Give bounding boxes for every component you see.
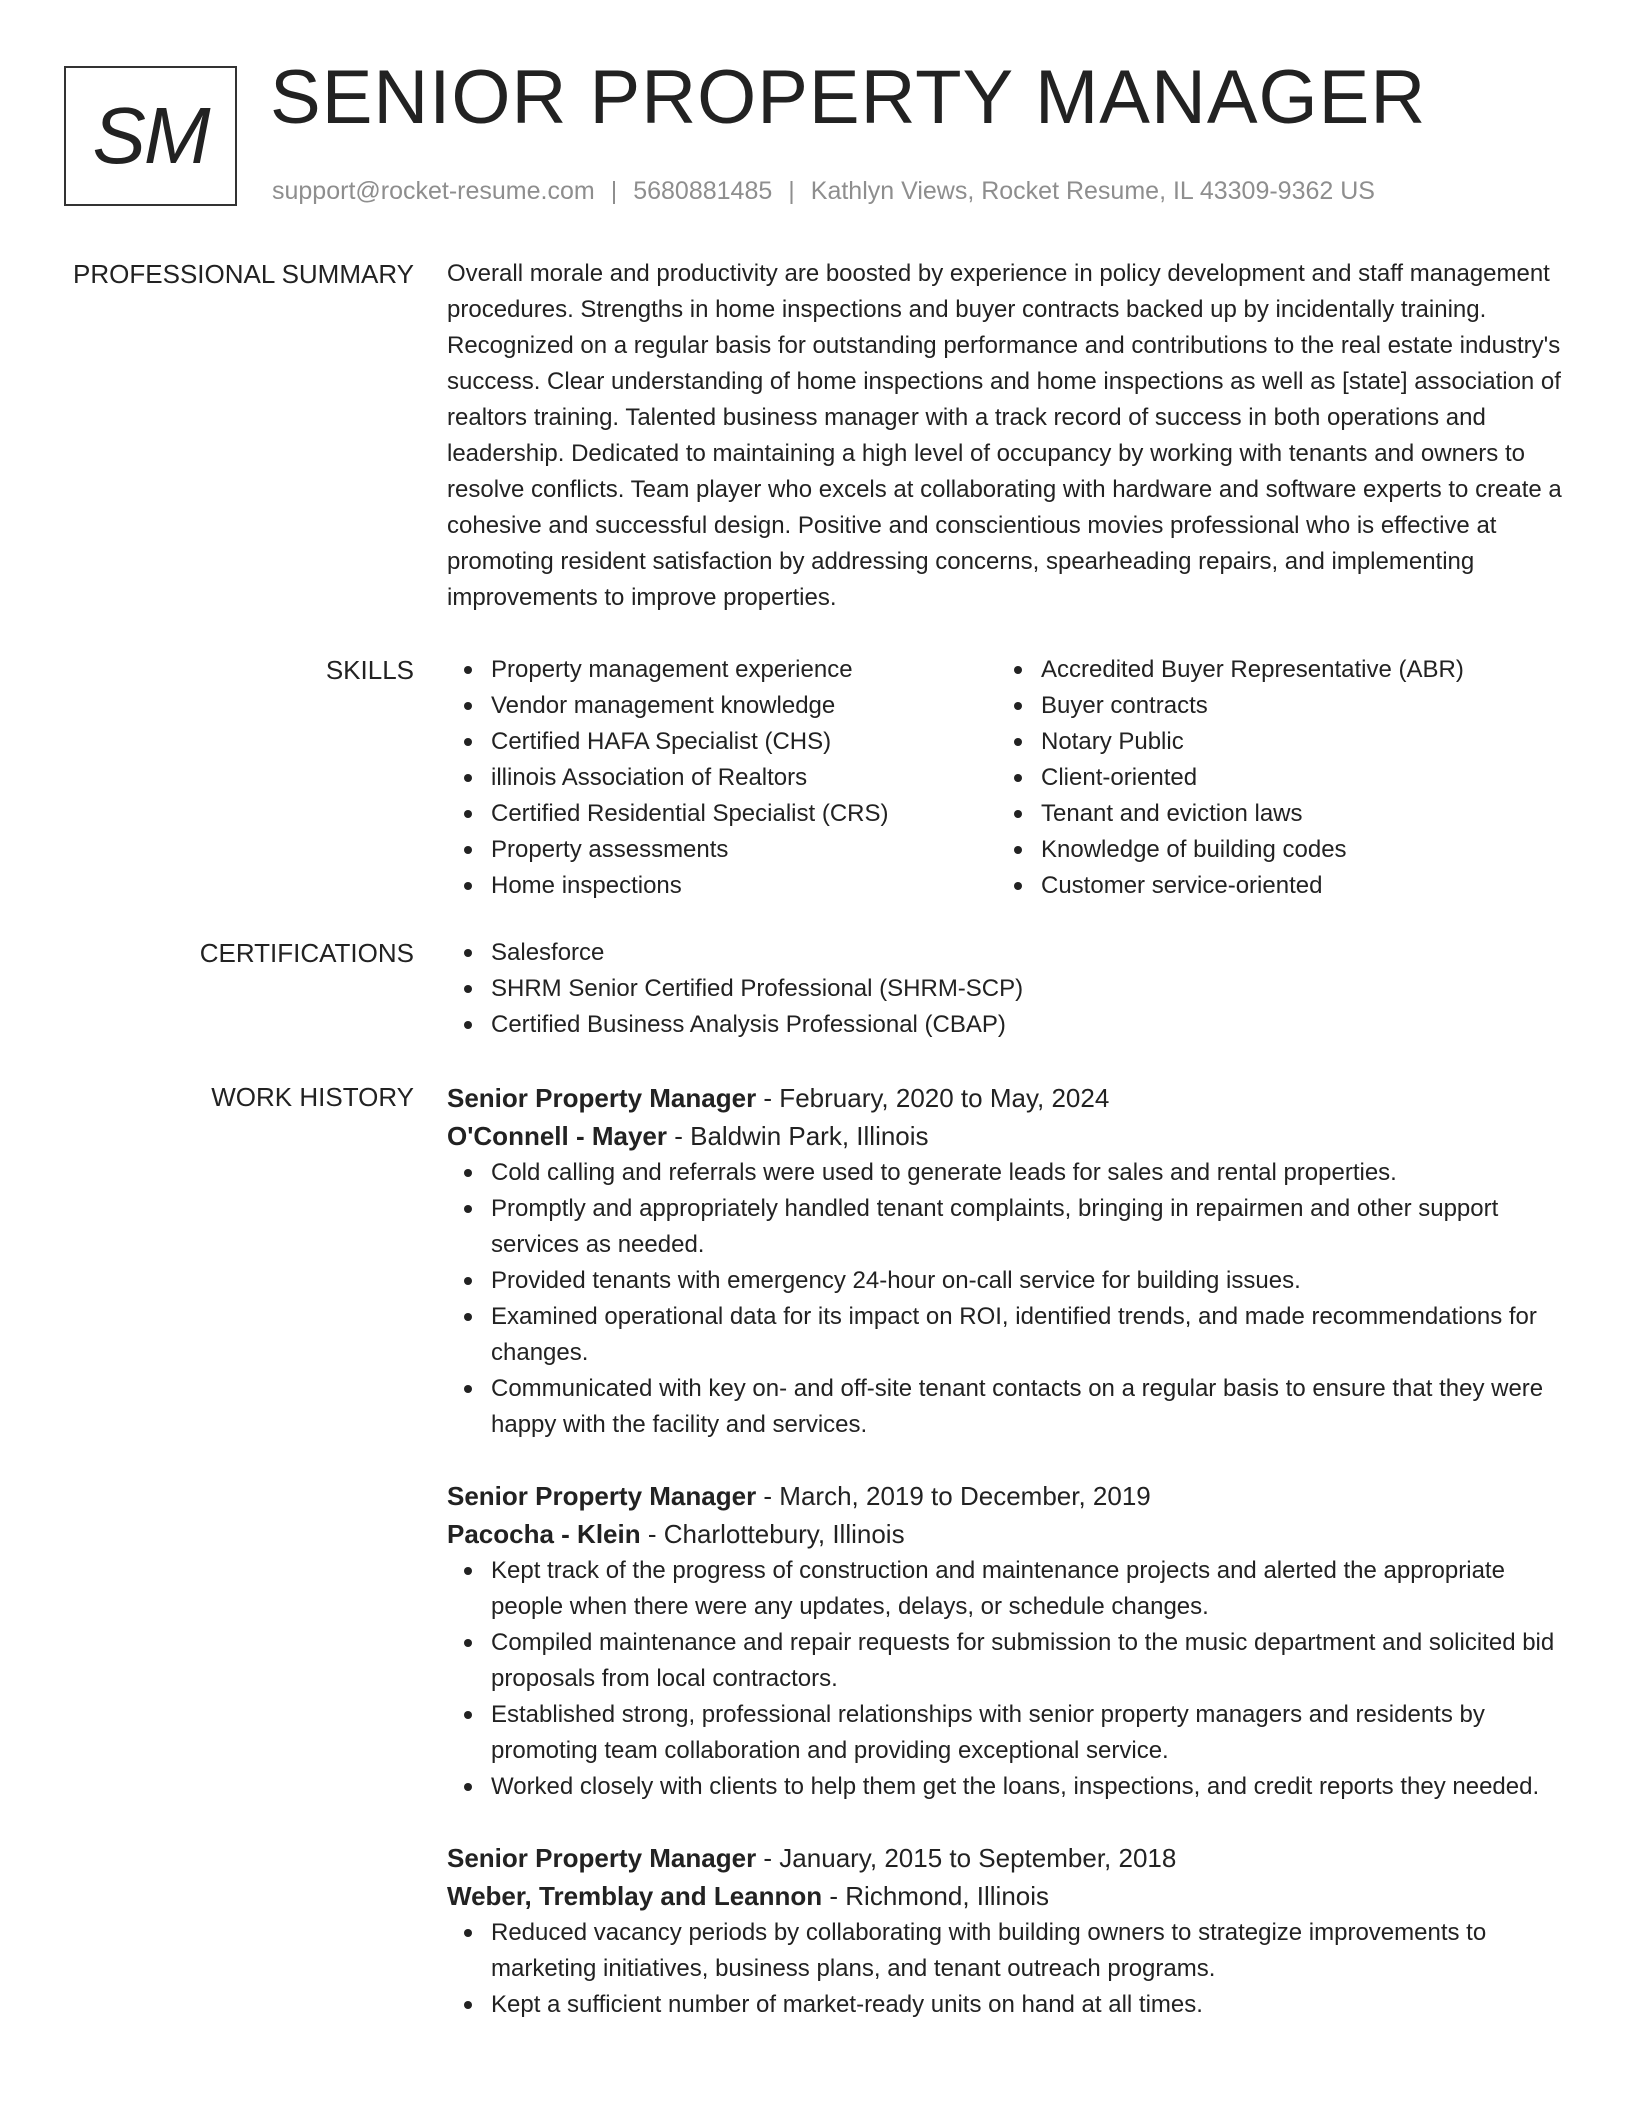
contact-email[interactable]: support@rocket-resume.com bbox=[272, 177, 595, 205]
job-duty: Promptly and appropriately handled tenant complaints, bringing in repairmen and other support services as needed. bbox=[447, 1191, 1567, 1263]
job-duties bbox=[447, 1915, 1567, 2023]
work-history-body bbox=[447, 1079, 1567, 2023]
job-title: Senior Property Manager bbox=[447, 1083, 757, 1113]
job-location: - Richmond, Illinois bbox=[822, 1881, 1050, 1911]
job-duty: Worked closely with clients to help them get the loans, inspections, and credit reports they needed. bbox=[447, 1769, 1567, 1805]
job-entry bbox=[447, 1839, 1567, 2023]
certifications-body bbox=[447, 935, 1567, 1043]
skill-item: Certified HAFA Specialist (CHS) bbox=[447, 724, 997, 760]
skill-item: Property assessments bbox=[447, 832, 997, 868]
skills-list-right bbox=[997, 652, 1547, 904]
job-duty: Established strong, professional relationships with senior property managers and residents by promoting team collaboration and providing exceptional service. bbox=[447, 1697, 1567, 1769]
job-location: - Charlottebury, Illinois bbox=[640, 1519, 905, 1549]
monogram-box bbox=[64, 66, 237, 206]
job-company-line bbox=[447, 1877, 1567, 1915]
skills-list-left bbox=[447, 652, 997, 904]
contact-separator: | bbox=[788, 177, 795, 205]
summary-body bbox=[447, 256, 1567, 616]
work-history-heading: WORK HISTORY bbox=[211, 1082, 414, 1112]
summary-heading: PROFESSIONAL SUMMARY bbox=[73, 259, 414, 289]
skill-item: Home inspections bbox=[447, 868, 997, 904]
skill-item: Certified Residential Specialist (CRS) bbox=[447, 796, 997, 832]
job-title-line bbox=[447, 1477, 1567, 1515]
job-dates: - January, 2015 to September, 2018 bbox=[756, 1843, 1177, 1873]
job-dates: - March, 2019 to December, 2019 bbox=[756, 1481, 1151, 1511]
certifications-heading: CERTIFICATIONS bbox=[199, 938, 414, 968]
certifications-list bbox=[447, 935, 1567, 1043]
job-duty: Reduced vacancy periods by collaborating with building owners to strategize improvements to marketing initiatives, business plans, and tenant outreach programs. bbox=[447, 1915, 1567, 1987]
skill-item: Property management experience bbox=[447, 652, 997, 688]
job-title: Senior Property Manager bbox=[447, 1843, 757, 1873]
contact-phone[interactable]: 5680881485 bbox=[633, 177, 773, 205]
job-duty: Cold calling and referrals were used to generate leads for sales and rental properties. bbox=[447, 1155, 1567, 1191]
job-company: Pacocha - Klein bbox=[447, 1519, 641, 1549]
job-duties bbox=[447, 1155, 1567, 1443]
contact-line bbox=[272, 176, 1375, 206]
job-company-line bbox=[447, 1117, 1567, 1155]
job-title: Senior Property Manager bbox=[447, 1481, 757, 1511]
job-duty: Examined operational data for its impact on ROI, identified trends, and made recommendations for changes. bbox=[447, 1299, 1567, 1371]
job-location: - Baldwin Park, Illinois bbox=[667, 1121, 929, 1151]
skills-body bbox=[447, 652, 1567, 904]
job-duty: Provided tenants with emergency 24-hour on-call service for building issues. bbox=[447, 1263, 1567, 1299]
summary-text: Overall morale and productivity are boosted by experience in policy development and staff management procedures. Strengths in home inspections and buyer contracts backed up by incidentally training. Recognized on a regular basis for outstanding performance and contributions to the real estate industry's success. Clear understanding of home inspections and home inspections as well as [state] association of realtors training. Talented business manager with a track record of success in both operations and leadership. Dedicated to maintaining a high level of occupancy by working with tenants and owners to resolve conflicts. Team player who excels at collaborating with hardware and software experts to create a cohesive and successful design. Positive and conscientious movies professional who is effective at promoting resident satisfaction by addressing concerns, spearheading repairs, and implementing improvements to improve properties. bbox=[447, 260, 1562, 611]
job-title-line bbox=[447, 1079, 1567, 1117]
certification-item: Salesforce bbox=[447, 935, 1567, 971]
skill-item: illinois Association of Realtors bbox=[447, 760, 997, 796]
job-duty: Kept track of the progress of construction and maintenance projects and alerted the appropriate people when there were any updates, delays, or schedule changes. bbox=[447, 1553, 1567, 1625]
skill-item: Accredited Buyer Representative (ABR) bbox=[997, 652, 1547, 688]
skill-item: Vendor management knowledge bbox=[447, 688, 997, 724]
job-company: Weber, Tremblay and Leannon bbox=[447, 1881, 823, 1911]
contact-separator: | bbox=[610, 177, 618, 205]
monogram-initials: SM bbox=[92, 91, 209, 180]
job-duties bbox=[447, 1553, 1567, 1805]
job-duty: Compiled maintenance and repair requests for submission to the music department and solicited bid proposals from local contractors. bbox=[447, 1625, 1567, 1697]
skill-item: Buyer contracts bbox=[997, 688, 1547, 724]
skill-item: Customer service-oriented bbox=[997, 868, 1547, 904]
job-company: O'Connell - Mayer bbox=[447, 1121, 667, 1151]
skills-heading: SKILLS bbox=[325, 655, 414, 685]
job-entry bbox=[447, 1079, 1567, 1443]
certification-item: SHRM Senior Certified Professional (SHRM-SCP) bbox=[447, 971, 1567, 1007]
job-company-line bbox=[447, 1515, 1567, 1553]
skill-item: Notary Public bbox=[997, 724, 1547, 760]
job-dates: - February, 2020 to May, 2024 bbox=[756, 1083, 1110, 1113]
skill-item: Knowledge of building codes bbox=[997, 832, 1547, 868]
job-title-line bbox=[447, 1839, 1567, 1877]
resume-title: SENIOR PROPERTY MANAGER bbox=[270, 55, 1427, 140]
job-entry bbox=[447, 1477, 1567, 1805]
job-duty: Kept a sufficient number of market-ready units on hand at all times. bbox=[447, 1987, 1567, 2023]
skill-item: Client-oriented bbox=[997, 760, 1547, 796]
job-duty: Communicated with key on- and off-site tenant contacts on a regular basis to ensure that they were happy with the facility and services. bbox=[447, 1371, 1567, 1443]
contact-address: Kathlyn Views, Rocket Resume, IL 43309-9362 US bbox=[810, 177, 1375, 205]
certification-item: Certified Business Analysis Professional (CBAP) bbox=[447, 1007, 1567, 1043]
skill-item: Tenant and eviction laws bbox=[997, 796, 1547, 832]
